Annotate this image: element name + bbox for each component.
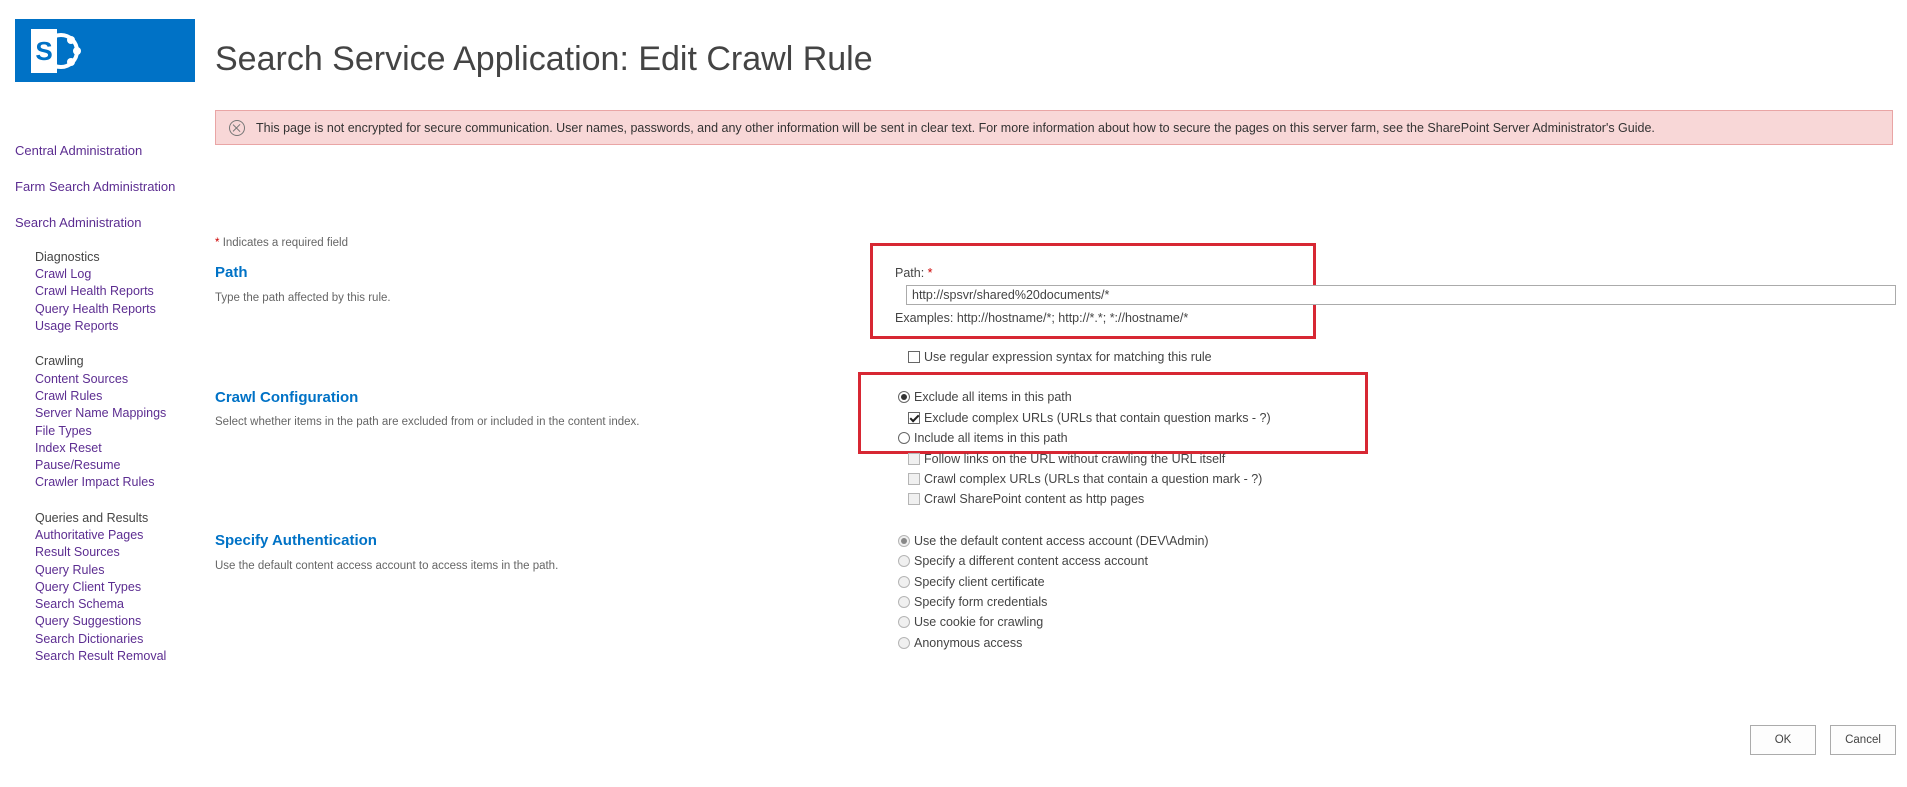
nav-crawl-log[interactable]: Crawl Log: [35, 267, 92, 281]
auth-form-credentials-label: Specify form credentials: [914, 595, 1048, 609]
nav-server-name-mappings[interactable]: Server Name Mappings: [35, 406, 167, 420]
nav-crawl-health-reports[interactable]: Crawl Health Reports: [35, 284, 154, 298]
required-note-text: Indicates a required field: [222, 237, 348, 249]
nav-farm-search-administration[interactable]: Farm Search Administration: [15, 179, 176, 194]
auth-form-credentials-radio[interactable]: [898, 596, 910, 608]
nav-search-administration[interactable]: Search Administration: [15, 215, 142, 230]
auth-anonymous-radio[interactable]: [898, 637, 910, 649]
crawl-complex-label: Crawl complex URLs (URLs that contain a question mark - ?): [924, 472, 1263, 486]
crawl-complex-checkbox[interactable]: [908, 473, 920, 485]
follow-links-label: Follow links on the URL without crawling the URL itself: [924, 452, 1226, 466]
auth-cookie-label: Use cookie for crawling: [914, 615, 1044, 629]
auth-section-description: Use the default content access account to access items in the path.: [215, 560, 559, 572]
nav-authoritative-pages[interactable]: Authoritative Pages: [35, 528, 144, 542]
follow-links-checkbox[interactable]: [908, 453, 920, 465]
path-required-star: *: [927, 266, 933, 280]
exclude-all-label: Exclude all items in this path: [914, 390, 1072, 404]
nav-usage-reports[interactable]: Usage Reports: [35, 319, 119, 333]
nav-query-health-reports[interactable]: Query Health Reports: [35, 302, 156, 316]
nav-content-sources[interactable]: Content Sources: [35, 372, 129, 386]
include-all-radio[interactable]: [898, 432, 910, 444]
security-warning-banner: [215, 110, 1893, 145]
auth-default-radio[interactable]: [898, 535, 910, 547]
regex-option-label: Use regular expression syntax for matching this rule: [924, 350, 1212, 364]
warning-text: This page is not encrypted for secure communication. User names, passwords, and any other information will be sent in clear text. For more information about how to secure the pages on this server farm, see the SharePoint Server Administrator's Guide.: [256, 121, 1655, 135]
required-star: *: [215, 237, 220, 249]
path-input[interactable]: [906, 285, 1896, 305]
auth-default-label: Use the default content access account (DEV\Admin): [914, 534, 1209, 548]
nav-pause-resume[interactable]: Pause/Resume: [35, 458, 121, 472]
auth-client-certificate-label: Specify client certificate: [914, 575, 1045, 589]
crawl-http-label: Crawl SharePoint content as http pages: [924, 492, 1145, 506]
path-section-title: Path: [215, 264, 248, 281]
nav-search-dictionaries[interactable]: Search Dictionaries: [35, 632, 144, 646]
sharepoint-logo[interactable]: [15, 19, 195, 82]
nav-central-administration[interactable]: Central Administration: [15, 143, 143, 158]
auth-different-account-label: Specify a different content access account: [914, 554, 1148, 568]
nav-search-result-removal[interactable]: Search Result Removal: [35, 649, 167, 663]
exclude-all-radio[interactable]: [898, 391, 910, 403]
nav-search-schema[interactable]: Search Schema: [35, 597, 124, 611]
auth-anonymous-label: Anonymous access: [914, 636, 1023, 650]
crawl-config-section-description: Select whether items in the path are excluded from or included in the content index.: [215, 416, 640, 428]
crawl-http-checkbox[interactable]: [908, 493, 920, 505]
nav-result-sources[interactable]: Result Sources: [35, 545, 120, 559]
path-examples: Examples: http://hostname/*; http://*.*; *://hostname/*: [895, 311, 1189, 325]
auth-client-certificate-radio[interactable]: [898, 576, 910, 588]
path-label: [895, 266, 933, 280]
nav-query-client-types[interactable]: Query Client Types: [35, 580, 142, 594]
auth-section-title: Specify Authentication: [215, 532, 377, 549]
path-section-description: Type the path affected by this rule.: [215, 292, 391, 304]
required-field-note: [215, 237, 348, 249]
include-all-label: Include all items in this path: [914, 431, 1068, 445]
nav-query-suggestions[interactable]: Query Suggestions: [35, 614, 142, 628]
auth-different-account-radio[interactable]: [898, 555, 910, 567]
path-label-text: Path:: [895, 266, 925, 280]
cancel-button[interactable]: Cancel: [1830, 725, 1896, 755]
nav-heading-crawling: Crawling: [35, 354, 84, 368]
nav-file-types[interactable]: File Types: [35, 424, 92, 438]
regex-checkbox[interactable]: [908, 351, 920, 363]
nav-heading-diagnostics: Diagnostics: [35, 250, 100, 264]
nav-query-rules[interactable]: Query Rules: [35, 563, 105, 577]
exclude-complex-label: Exclude complex URLs (URLs that contain question marks - ?): [924, 411, 1271, 425]
nav-crawl-rules[interactable]: Crawl Rules: [35, 389, 103, 403]
ok-button[interactable]: OK: [1750, 725, 1816, 755]
nav-crawler-impact-rules[interactable]: Crawler Impact Rules: [35, 475, 155, 489]
crawl-config-section-title: Crawl Configuration: [215, 389, 359, 406]
exclude-complex-checkbox[interactable]: [908, 412, 920, 424]
svg-text:S: S: [35, 36, 53, 66]
auth-cookie-radio[interactable]: [898, 616, 910, 628]
nav-heading-queries-and-results: Queries and Results: [35, 511, 149, 525]
close-circle-icon: [229, 120, 245, 136]
page-title: Search Service Application: Edit Crawl Rule: [215, 40, 873, 78]
nav-index-reset[interactable]: Index Reset: [35, 441, 102, 455]
sharepoint-logo-icon: [27, 25, 87, 77]
